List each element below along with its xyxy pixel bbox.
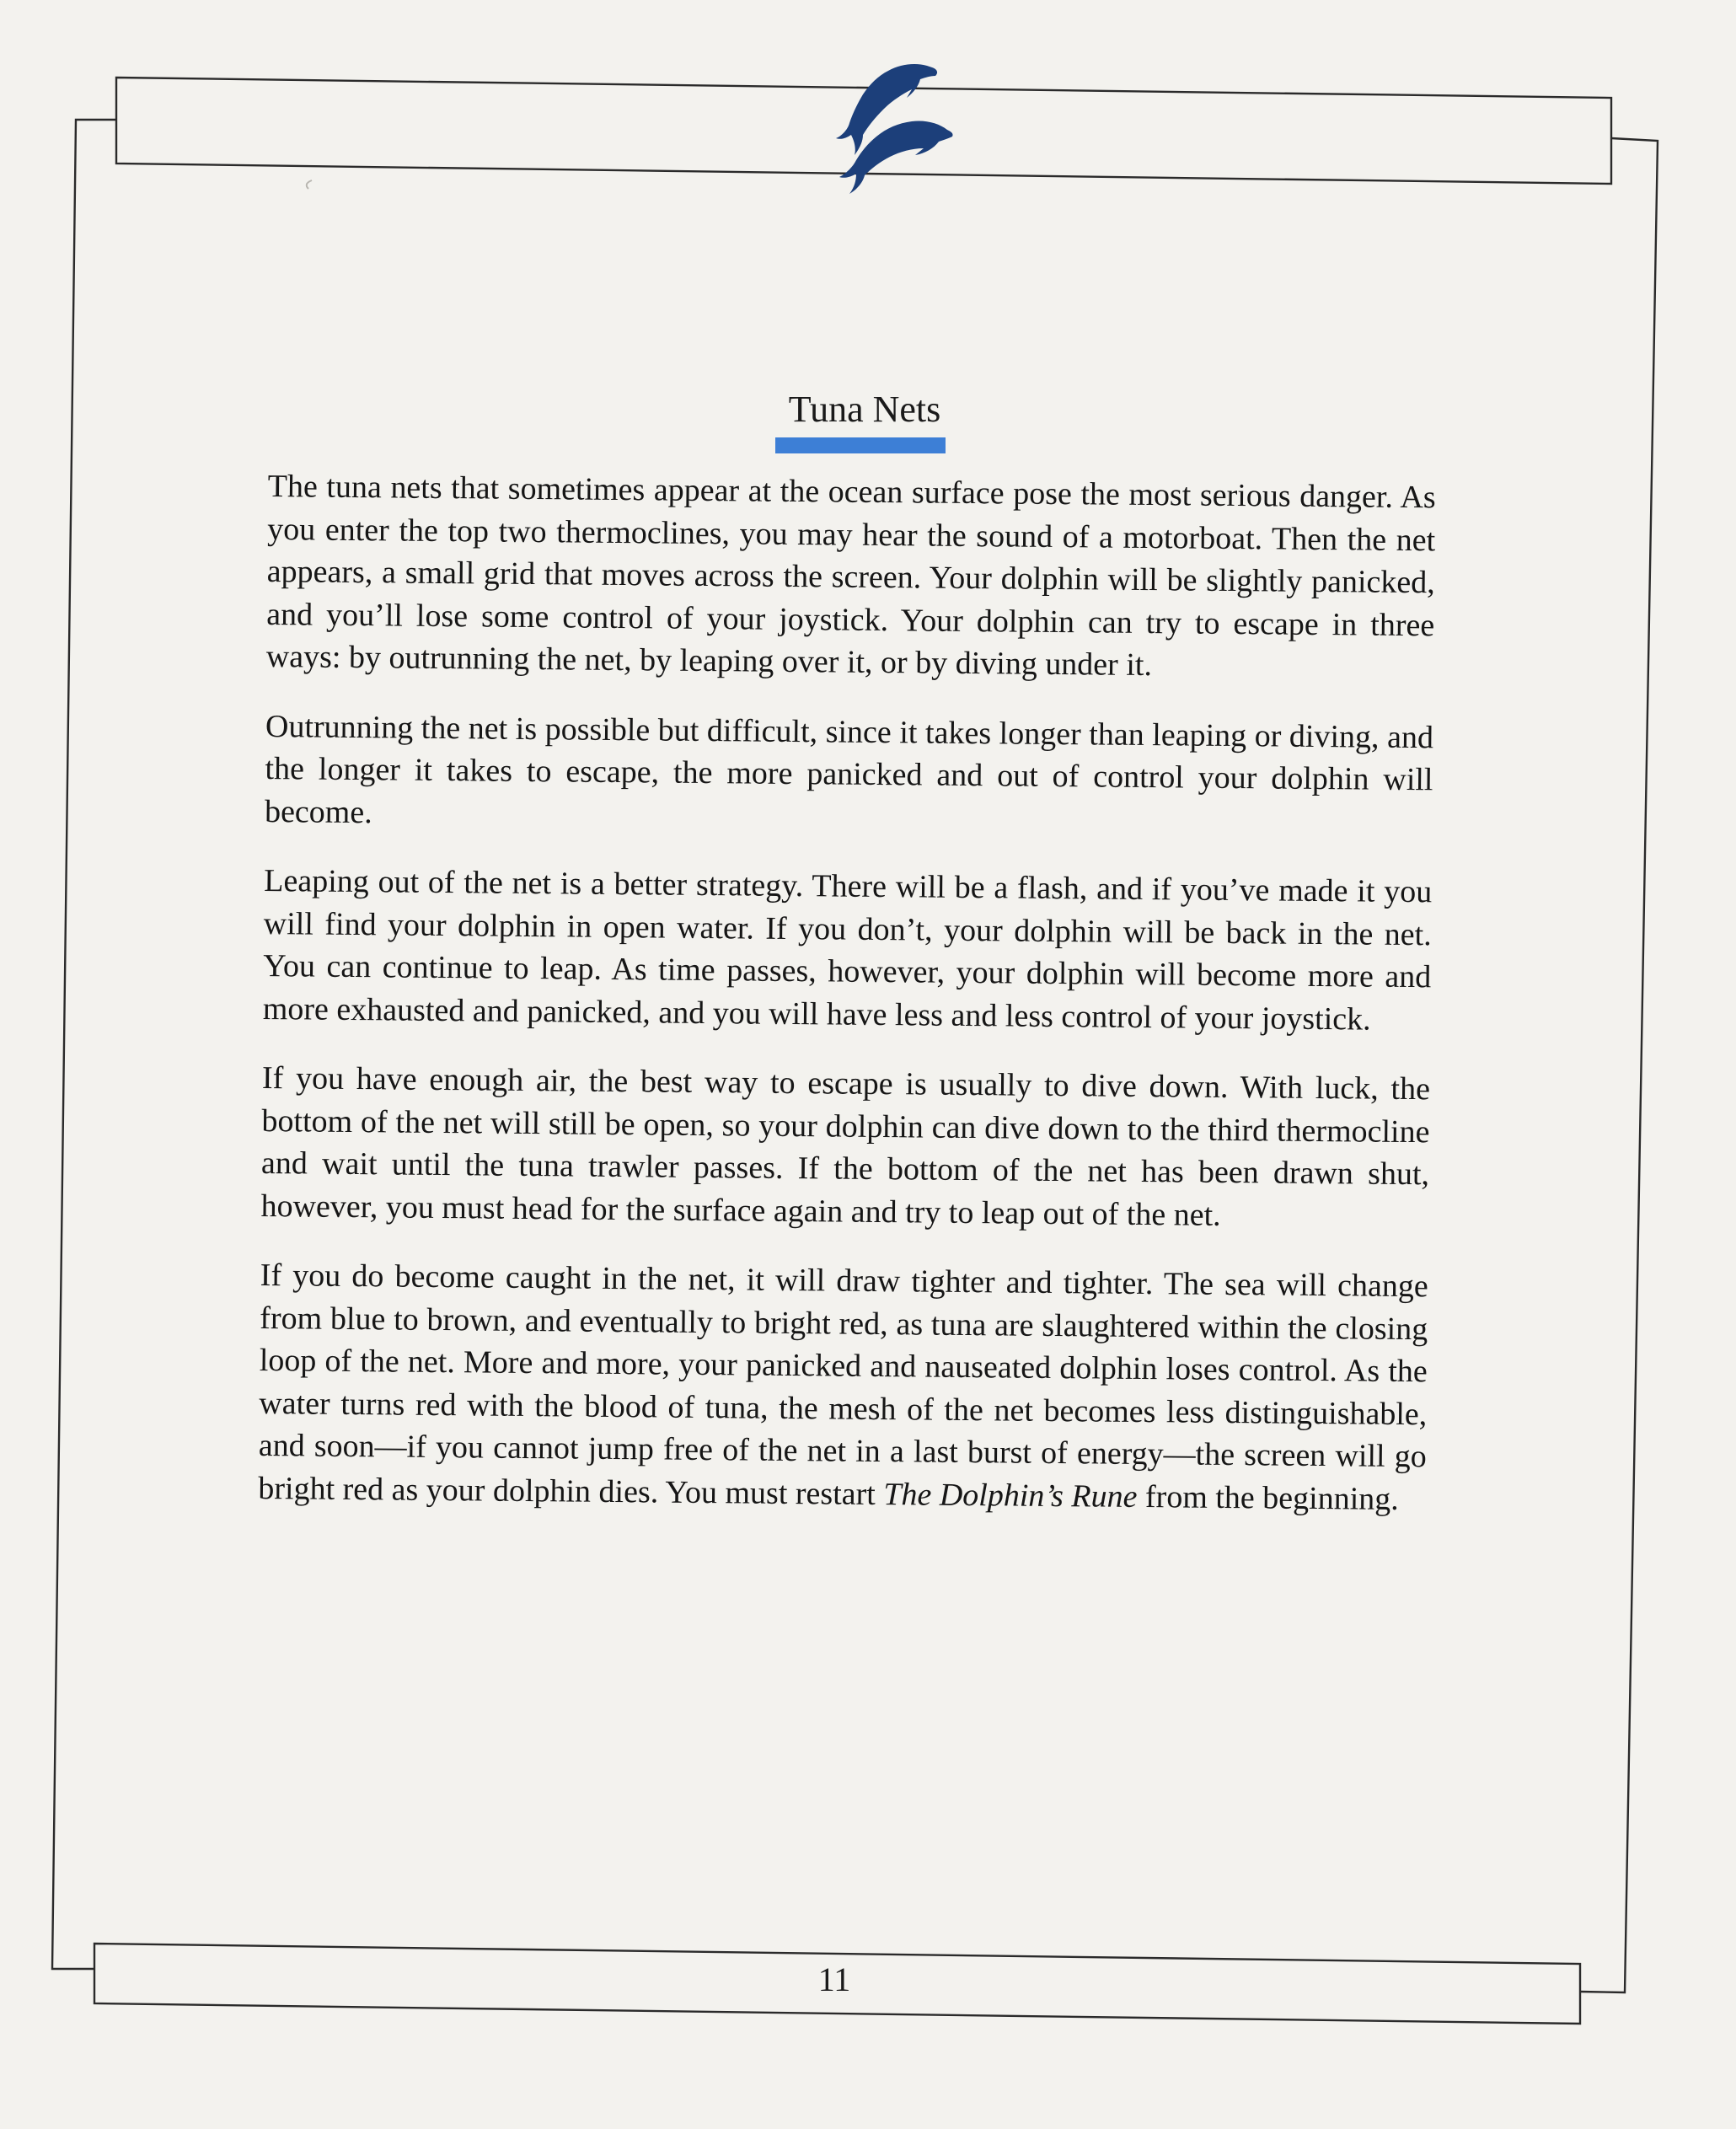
page-number: 11 xyxy=(817,1960,851,1998)
paragraph-caught xyxy=(258,1254,1428,1520)
paragraph-intro: The tuna nets that sometimes appear at the ocean surface pose the most serious danger. As you enter the top two thermoclines, you may hear the sound of a motorboat. Then the net appears, a small grid that moves across the screen. Your dolphin will be slightly panicked, and you’ll lose some control of your joystick. Your dolphin can try to escape in three ways: by outrunning the net, by leaping over it, or by diving under it. xyxy=(265,468,1436,684)
page-title: Tuna Nets xyxy=(788,389,941,430)
caught-text-end: from the beginning. xyxy=(1137,1478,1399,1517)
two-dolphins-icon xyxy=(816,61,954,196)
title-container xyxy=(0,384,1736,435)
caught-text-start: If you do become caught in the net, it will draw tighter and tighter. The sea will change from blue to brown, and eventually to bright red, as tuna are slaughtered within the closing loop of the net. More and more, your panicked and nauseated dolphin loses control. As the water turns red with the blood of tuna, the mesh of the net becomes less distinguishable, and soon—if you cannot jump free of the net in a last burst of energy—the screen will go bright red as your dolphin dies. You must restart xyxy=(258,1257,1428,1512)
paragraph-leaping: Leaping out of the net is a better strategy. There will be a flash, and if you’ve made it you will find your dolphin in open water. If you don’t, your dolphin will be back in the net. You can continue to leap. As time passes, however, your dolphin will become more and more exhausted and panicked, and you will have less and less control of your joystick. xyxy=(262,862,1433,1038)
paragraph-diving: If you have enough air, the best way to escape is usually to dive down. With luck, the bottom of the net will still be open, so your dolphin can dive down to the third thermocline and wait until the tuna trawler passes. If the bottom of the net has been drawn shut, however, you must head for the surface again and try to leap out of the net. xyxy=(260,1059,1431,1233)
title-underline-bar xyxy=(775,437,946,453)
paragraph-outrunning: Outrunning the net is possible but difficult, since it takes longer than leaping or diving, and the longer it takes to escape, the more panicked and out of control your dolphin will become. xyxy=(264,708,1434,830)
game-title-italic: The Dolphin’s Rune xyxy=(883,1476,1138,1515)
body-text xyxy=(258,465,1436,1547)
